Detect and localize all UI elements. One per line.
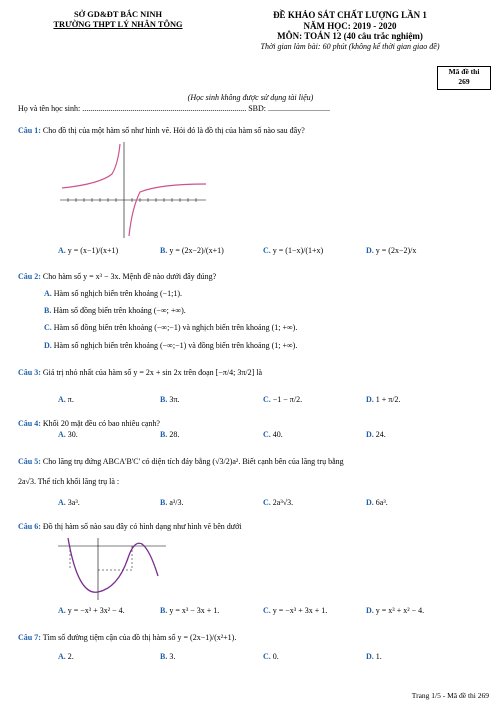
option-letter: B. [160, 246, 168, 255]
option-letter: A. [58, 395, 66, 404]
option-letter: B. [44, 306, 52, 315]
student-line: Họ và tên học sinh: .................................................................................. SBD: ............................... [18, 104, 330, 113]
q6-label: Câu 6: [18, 522, 41, 531]
q4-label: Câu 4: [18, 419, 41, 428]
note: (Học sinh không được sử dụng tài liệu) [187, 93, 314, 102]
option-letter: C. [263, 395, 271, 404]
q3-opt-b[interactable]: B. 3π. [160, 395, 180, 404]
q7-opt-a[interactable]: A. 2. [58, 652, 74, 661]
option-letter: A. [58, 498, 66, 507]
option-letter: D. [366, 652, 374, 661]
q7-text: Tìm số đường tiệm cận của đồ thị hàm số y = (2x−1)/(x²+1). [42, 633, 237, 642]
q1-label: Câu 1: [18, 126, 41, 135]
q1-opt-a[interactable]: A. y = (x−1)/(x+1) [58, 246, 119, 255]
option-letter: C. [263, 652, 271, 661]
option-letter: B. [160, 430, 168, 439]
q6-opt-a[interactable]: A. y = −x³ + 3x² − 4. [58, 606, 125, 615]
option-letter: C. [44, 323, 52, 332]
q6-text: Đồ thị hàm số nào sau đây có hình dạng như hình vẽ bên dưới [42, 522, 242, 531]
q7-opt-c[interactable]: C. 0. [263, 652, 279, 661]
option-letter: A. [58, 246, 66, 255]
q2-label: Câu 2: [18, 272, 41, 281]
page-footer: Trang 1/5 - Mã đề thi 269 [411, 691, 489, 700]
option-letter: B. [160, 395, 168, 404]
option-letter: A. [44, 289, 52, 298]
option-letter: C. [263, 430, 271, 439]
q5-text-line2: 2a√3. Thể tích khối lăng trụ là : [18, 477, 120, 486]
q1-opt-c[interactable]: C. y = (1−x)/(1+x) [263, 246, 324, 255]
option-letter: D. [44, 341, 52, 350]
code-value: 269 [458, 77, 470, 86]
dept-name: SỞ GD&ĐT BẮC NINH [73, 10, 163, 19]
option-letter: C. [263, 246, 271, 255]
option-letter: D. [366, 498, 374, 507]
q1-curve-left [62, 144, 120, 188]
q1-opt-b[interactable]: B. y = (2x−2)/(x+1) [160, 246, 224, 255]
q5-label: Câu 5: [18, 457, 41, 466]
q6-opt-d[interactable]: D. y = x³ + x² − 4. [366, 606, 425, 615]
option-letter: D. [366, 430, 374, 439]
subject: MÔN: TOÁN 12 (40 câu trắc nghiệm) [277, 31, 423, 41]
q2 [18, 272, 216, 282]
q3 [18, 368, 262, 378]
option-letter: A. [58, 430, 66, 439]
code-label: Mã đề thi [448, 67, 480, 76]
q4-opt-d[interactable]: D. 24. [366, 430, 386, 439]
q5-opt-c[interactable]: C. 2a³√3. [263, 498, 294, 507]
q7-opt-d[interactable]: D. 1. [366, 652, 382, 661]
q4-opt-c[interactable]: C. 40. [263, 430, 283, 439]
q2-text: Cho hàm số y = x³ − 3x. Mệnh đề nào dưới đây đúng? [42, 272, 217, 281]
option-letter: B. [160, 498, 168, 507]
q5-text: Cho lăng trụ đứng ABCA'B'C' có diện tích đáy bằng (√3/2)a². Biết cạnh bên của lăng trụ bằng [42, 457, 344, 466]
option-letter: D. [366, 395, 374, 404]
q3-label: Câu 3: [18, 368, 41, 377]
q3-opt-c[interactable]: C. −1 − π/2. [263, 395, 303, 404]
q6-graph [58, 536, 168, 602]
q4-opt-b[interactable]: B. 28. [160, 430, 180, 439]
q3-opt-d[interactable]: D. 1 + π/2. [366, 395, 401, 404]
q5-opt-a[interactable]: A. 3a³. [58, 498, 80, 507]
q4-text: Khối 20 mặt đều có bao nhiêu cạnh? [42, 419, 160, 428]
q6 [18, 522, 242, 532]
q1-opt-d[interactable]: D. y = (2x−2)/x [366, 246, 417, 255]
q4 [18, 419, 160, 429]
q4-opt-a[interactable]: A. 30. [58, 430, 78, 439]
q1-curve-right [129, 184, 206, 236]
q7 [18, 633, 236, 643]
q3-opt-a[interactable]: A. π. [58, 395, 74, 404]
q6-opt-b[interactable]: B. y = x³ − 3x + 1. [160, 606, 220, 615]
exam-code-box [437, 66, 491, 90]
option-letter: B. [160, 606, 168, 615]
q5-opt-b[interactable]: B. a³/3. [160, 498, 184, 507]
option-letter: A. [58, 606, 66, 615]
option-letter: C. [263, 606, 271, 615]
q3-text: Giá trị nhỏ nhất của hàm số y = 2x + sin 2x trên đoạn [−π/4; 3π/2] là [42, 368, 263, 377]
q2-opt-b[interactable]: B. Hàm số đồng biến trên khoảng (−∞; +∞). [44, 306, 186, 315]
exam-title: ĐỀ KHẢO SÁT CHẤT LƯỢNG LẦN 1 [273, 10, 427, 20]
q2-opt-d[interactable]: D. Hàm số nghịch biến trên khoảng (−∞;−1) và đồng biến trên khoảng (1; +∞). [44, 341, 298, 350]
q5 [18, 457, 344, 467]
q2-opt-c[interactable]: C. Hàm số đồng biến trên khoảng (−∞;−1) và nghịch biến trên khoảng (1; +∞). [44, 323, 298, 332]
option-letter: D. [366, 606, 374, 615]
header-left [18, 10, 218, 30]
q1-text: Cho đồ thị của một hàm số như hình vẽ. Hỏi đó là đồ thị của hàm số nào sau đây? [42, 126, 305, 135]
option-letter: C. [263, 498, 271, 507]
q1-graph [60, 140, 210, 240]
option-letter: A. [58, 652, 66, 661]
option-letter: B. [160, 652, 168, 661]
q7-label: Câu 7: [18, 633, 41, 642]
header-right [205, 10, 495, 52]
school-year: NĂM HỌC: 2019 - 2020 [303, 20, 397, 31]
q1 [18, 126, 305, 136]
q6-opt-c[interactable]: C. y = −x³ + 3x + 1. [263, 606, 328, 615]
school-name: TRƯỜNG THPT LÝ NHÂN TÔNG [53, 20, 183, 29]
exam-time: Thời gian làm bài: 60 phút (không kể thời gian giao đề) [260, 41, 440, 51]
option-letter: D. [366, 246, 374, 255]
q7-opt-b[interactable]: B. 3. [160, 652, 176, 661]
q2-opt-a[interactable]: A. Hàm số nghịch biến trên khoảng (−1;1). [44, 289, 183, 298]
q5-opt-d[interactable]: D. 6a³. [366, 498, 388, 507]
